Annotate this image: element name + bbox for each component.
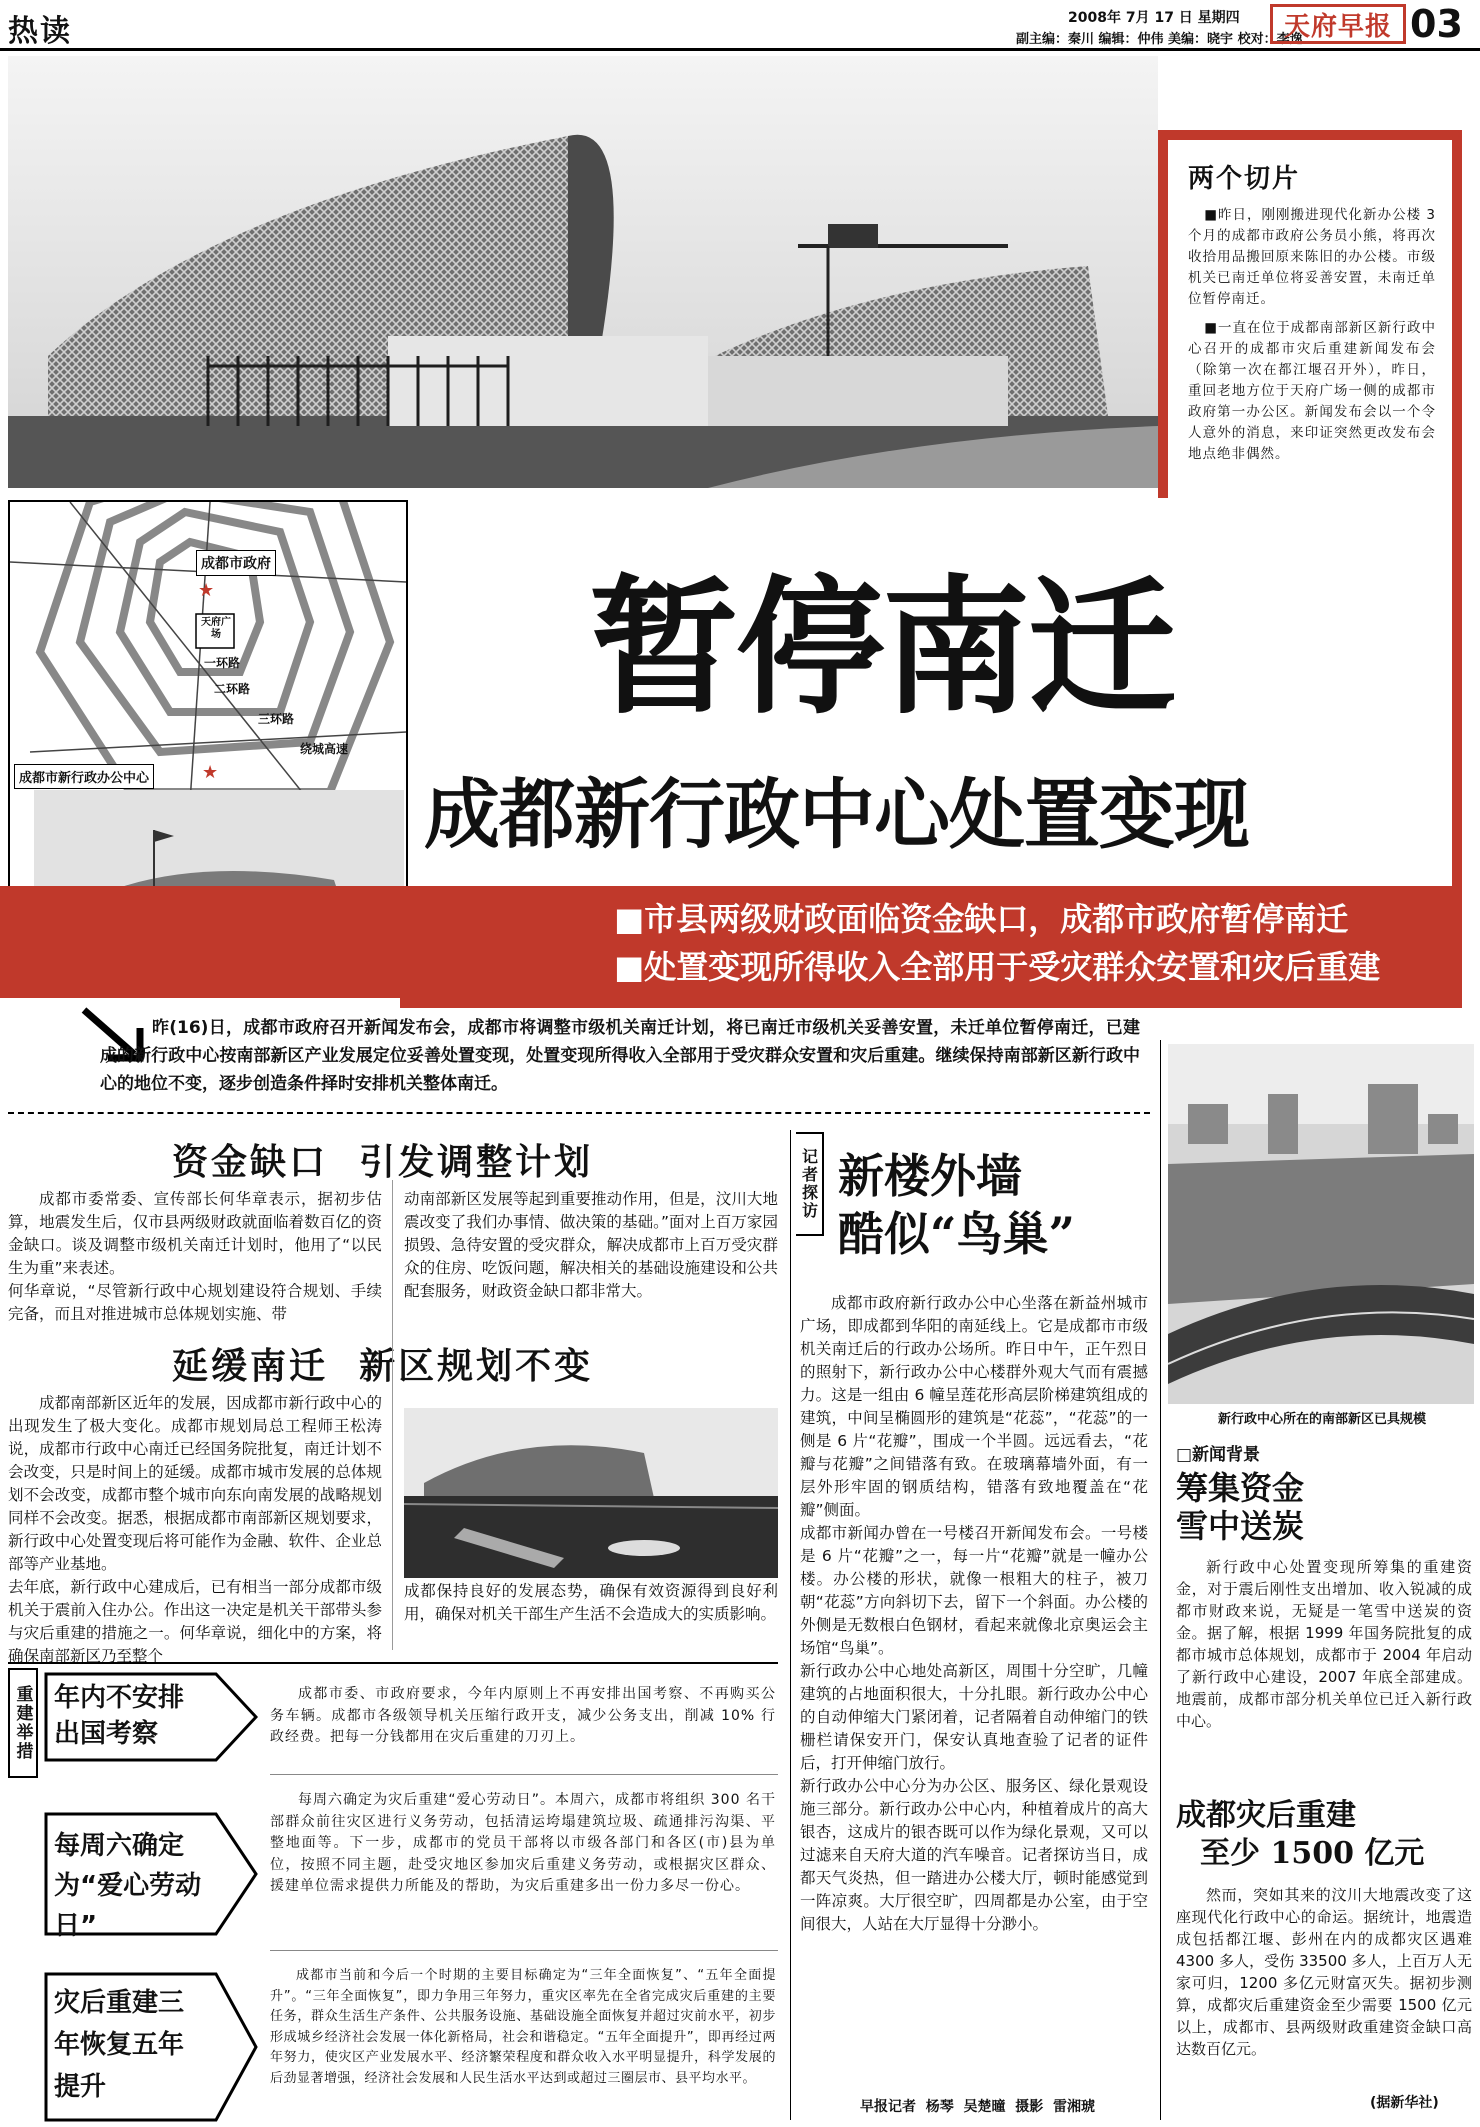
reporter-title-1: 新楼外墙	[838, 1149, 1022, 1203]
newspaper-logo	[1270, 4, 1406, 44]
sidebar-slices-title: 两个切片	[1188, 164, 1301, 194]
measure2-title: 每周六确定为“爱心劳动日”	[54, 1831, 202, 1941]
header-editors: 副主编：秦川 编辑：仲伟 美编：晓宇 校对：李逸	[1016, 32, 1303, 47]
reporter-body	[800, 1292, 1148, 1936]
measure3-arrow	[44, 1972, 258, 2122]
section2-col2-text: 成都保持良好的发展态势，确保有效资源得到良好利用，确保对机关干部生产生活不会造成大的实质影响。	[404, 1582, 778, 1623]
measure1-arrow	[44, 1672, 258, 1762]
reporter-title-2: 酷似“鸟巢”	[838, 1207, 1075, 1261]
map-label-square: 天府广场	[201, 617, 231, 640]
measure2-text: 每周六确定为灾后重建“爱心劳动日”。本周六，成都市将组织 300 名干部群众前往灾区进行义务劳动，包括清运垮塌建筑垃圾、疏通排污沟渠、平整地面等。下一步，成都市的党员干部将以市级各部门和各区(市)县为单位，按照不同主题，赴受灾地区参加灾后重建义务劳动，或根据灾区群众、援建单位需求提供力所能及的帮助，为灾后重建多出一份力多尽一份心。	[270, 1792, 776, 1894]
logo-text: 天府早报	[1283, 11, 1392, 42]
section2-title: 延缓南迁 新区规划不变	[172, 1346, 594, 1387]
section2-col2	[404, 1580, 778, 1626]
measure2-rule	[270, 1950, 778, 1951]
header-date: 2008年 7月 17 日 星期四	[1068, 10, 1240, 26]
header-rule	[0, 48, 1480, 51]
reporter-tag	[796, 1132, 824, 1236]
measure1-title: 年内不安排出国考察	[54, 1683, 185, 1749]
reporter-body-text: 成都市政府新行政办公中心坐落在新益州城市广场，即成都到华阳的南延线上。它是成都市市级机关南迁后的行政办公场所。昨日中午，正午烈日的照射下，新行政办公中心楼群外观大气而有震撼力。这是一组由 6 幢呈莲花形高层阶梯建筑组成的建筑，中间呈椭圆形的建筑是“花蕊”，“花蕊”的一侧是 6 片“花瓣”，围成一个半圆。远远看去，“花瓣与花瓣”之间错落有致。在玻璃幕墙外面，有一层外形牢固的钢质结构，错落有致地覆盖在“花瓣”侧面。 成都市新闻办曾在一号楼召开新闻发布会。一号楼是 6 片“花瓣”之一，每一片“花瓣”就是一幢办公楼。办公楼的形状，就像一根粗大的柱子，被刀朝“花蕊”方向斜切下去，留下一个斜面。办公楼的外侧是无数根白色钢材，看起来就像北京奥运会主场馆“鸟巢”。 新行政办公中心地处高新区，周围十分空旷，几幢建筑的占地面积很大，十分扎眼。新行政办公中心的自动伸缩大门紧闭着，记者隔着自动伸缩门的铁栅栏请保安开门，保安认真地查验了记者的证件后，打开伸缩门放行。 新行政办公中心分为办公区、服务区、绿化景观设施三部分。新行政办公中心内，种植着成片的高大银杏，这成片的银杏既可以作为绿化景观，又可以过滤来自天府大道的汽车噪音。记者探访当日，成都天气炎热，但一踏进办公楼大厅，顿时能感觉到一阵凉爽。大厅很空旷，四周都是办公室，由于空间很大，人站在大厅显得十分渺小。	[800, 1294, 1148, 1933]
reconstruction-text: 然而，突如其来的汶川大地震改变了这座现代化行政中心的命运。据统计，地震造成包括都江堰、彭州在内的成都灾区遇难 4300 多人，受伤 33500 多人，上百万人无家可归，1200 多亿元财富灭失。据初步测算，成都灾后重建资金至少需要 1500 亿元以上，成都市、县两级财政重建资金缺口高达数百亿元。	[1176, 1886, 1472, 2058]
section1-title: 资金缺口 引发调整计划	[172, 1142, 594, 1183]
city-map	[10, 502, 406, 802]
lead-divider	[8, 1112, 1150, 1114]
section2-col1-text: 成都南部新区近年的发展，因成都市新行政中心的出现发生了极大变化。成都市规划局总工程师王松涛说，成都市行政中心南迁已经国务院批复，南迁计划不会改变，只是时间上的延缓。成都市城市发展的总体规划不会改变，成都市整个城市向东向南发展的战略规划同样不会改变。据悉，根据成都市南部新区规划要求，新行政中心处置变现后将可能作为金融、软件、企业总部等产业基地。 去年底，新行政中心建成后，已有相当一部分成都市级机关于震前入住办公。作出这一决定是机关干部带头参与灾后重建的措施之一。何华章说，细化中的方案，将确保南部新区乃至整个	[8, 1394, 382, 1665]
sidebar-slices-p2: ■一直在位于成都南部新区新行政中心召开的成都市灾后重建新闻发布会（除第一次在都江堰召开外），昨日，重回老地方位于天府广场一侧的成都市政府第一办公区。新闻发布会以一个令人意外的消息，来印证突然更改发布会地点绝非偶然。	[1188, 320, 1436, 462]
column-divider-right	[1160, 1040, 1161, 2120]
measure3-text: 成都市当前和今后一个时期的主要目标确定为“三年全面恢复”、“五年全面提升”。“三年全面恢复”，即力争用三年努力，重灾区率先在全省完成灾后重建的主要任务，群众生活生产条件、公共服务设施、基础设施全面恢复并超过灾前水平，初步形成城乡经济社会发展一体化新格局，社会和谐稳定。“五年全面提升”，即再经过两年努力，使灾区产业发展水平、经济繁荣程度和群众收入水平明显提升，科学发展的后劲显著增强，经济社会发展和人民生活水平达到或超过三圈层市、县平均水平。	[270, 1968, 776, 2086]
map-label-ring4: 绕城高速	[300, 742, 349, 756]
background-title-2: 雪中送炭	[1176, 1507, 1305, 1545]
right-photo-caption: 新行政中心所在的南部新区已具规模	[1217, 1412, 1426, 1427]
background-text: 新行政中心处置变现所筹集的重建资金，对于震后刚性支出增加、收入锐减的成都市财政来说，无疑是一笔雪中送炭的资金。据了解，根据 1999 年国务院批复的成都市城市总体规划，成都市于 2004 年启动了新行政中心建设，2007 年底全部建成。地震前，成都市部分机关单位已迁入新行政中心。	[1176, 1558, 1472, 1730]
measures-top-rule	[8, 1662, 778, 1664]
right-photo-south-district	[1168, 1044, 1474, 1404]
measure1-text: 成都市委、市政府要求，今年内原则上不再安排出国考察、不再购买公务车辆。成都市各级领导机关压缩行政开支，减少公务支出，削减 10% 行政经费。把每一分钱都用在灾后重建的刀刃上。	[270, 1686, 776, 1745]
measures-tag	[8, 1668, 38, 1778]
lead-paragraph: 昨(16)日，成都市政府召开新闻发布会，成都市将调整市级机关南迁计划，将已南迁市级机关妥善安置，未迁单位暂停南迁，已建成的新行政中心按南部新区产业发展定位妥善处置变现，处置变现所得收入全部用于受灾群众安置和灾后重建。继续保持南部新区新行政中心的地位不变，逐步创造条件择时安排机关整体南迁。	[100, 1018, 1140, 1094]
map-label-ring2: 二环路	[214, 682, 251, 696]
background-tag: □新闻背景	[1176, 1445, 1261, 1465]
reporter-byline: 早报记者 杨琴 吴楚曈 摄影 雷湘琥	[860, 2099, 1095, 2115]
sidebar-slices	[1188, 158, 1436, 465]
headline-main: 暂停南迁	[590, 562, 1174, 734]
reconstruction-title-2: 至少 1500 亿元	[1200, 1836, 1425, 1871]
measures-tag-text: 重建举措	[12, 1685, 33, 1761]
background-title-1: 筹集资金	[1176, 1469, 1305, 1507]
section1-col2-text: 动南部新区发展等起到重要推动作用，但是，汶川大地震改变了我们办事情、做决策的基础。”面对上百万家园损毁、急待安置的受灾群众，解决成都市上百万受灾群众的住房、吃饭问题，解决相关的基础设施建设和公共配套服务，财政资金缺口都非常大。	[404, 1190, 778, 1300]
map-marker-new: ★	[202, 762, 219, 783]
headline-sub: 成都新行政中心处置变现	[424, 770, 1249, 859]
measure1-rule	[270, 1774, 778, 1775]
map-label-ring1: 一环路	[204, 656, 241, 670]
column-divider-left	[392, 1180, 393, 1650]
lake-photo-illustration	[404, 1408, 778, 1578]
measure3-title: 灾后重建三年恢复五年提升	[54, 1988, 185, 2102]
right-photo-illustration	[1168, 1044, 1474, 1404]
lake-photo	[404, 1408, 778, 1578]
main-photo	[8, 56, 1158, 488]
map-label-ring3: 三环路	[258, 712, 295, 726]
measure2-arrow	[44, 1812, 258, 1941]
reconstruction-title-1: 成都灾后重建	[1176, 1798, 1356, 1833]
map-label-gov: 成都市政府	[196, 550, 276, 576]
headline-bullet-1: ■市县两级财政面临资金缺口，成都市政府暂停南迁	[614, 900, 1349, 938]
map-marker-gov: ★	[198, 580, 215, 601]
section1-col1-text: 成都市委常委、宣传部长何华章表示，据初步估算，地震发生后，仅市县两级财政就面临着数百亿的资金缺口。谈及调整市级机关南迁计划时，他用了“以民生为重”来表述。 何华章说，“尽管新行政中心规划建设符合规划、手续完备，而且对推进城市总体规划实施、带	[8, 1190, 382, 1323]
section1-col1	[8, 1188, 382, 1326]
map-label-new: 成都市新行政办公中心	[14, 764, 154, 789]
page-number: 03	[1410, 2, 1463, 46]
section-label: 热读	[8, 14, 72, 49]
main-photo-illustration	[8, 56, 1158, 488]
section2-col1	[8, 1392, 382, 1668]
headline-bullet-2: ■处置变现所得收入全部用于受灾群众安置和灾后重建	[614, 948, 1381, 986]
reporter-tag-text: 记者探访	[799, 1148, 819, 1220]
sidebar-slices-p1: ■昨日，刚刚搬进现代化新办公楼 3 个月的成都市政府公务员小熊，将再次收拾用品搬回原来陈旧的办公楼。市级机关已南迁单位将妥善安置，未南迁单位暂停南迁。	[1188, 207, 1436, 307]
section1-col2	[404, 1188, 778, 1303]
column-divider-mid	[790, 1130, 791, 2120]
reconstruction-source: (据新华社)	[1370, 2095, 1439, 2111]
